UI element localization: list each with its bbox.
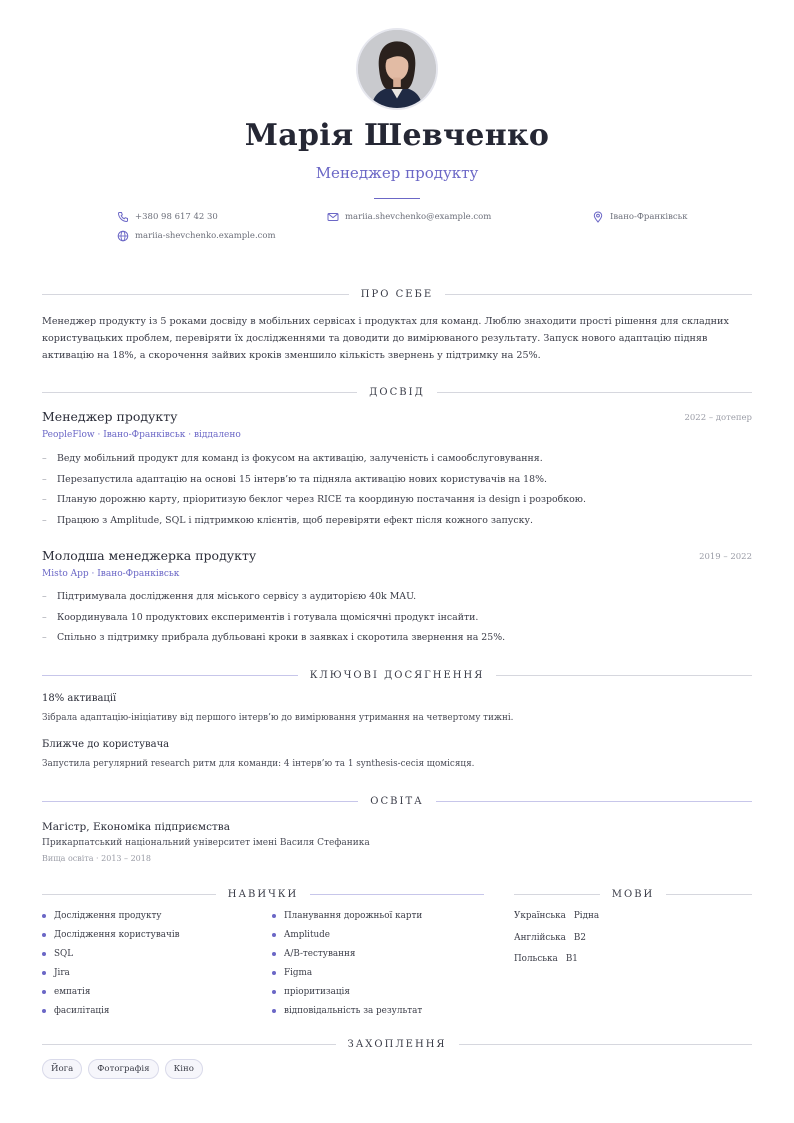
list-item: – Перезапустила адаптацію на основі 15 інтерв’ю та підняла активацію нових користувачів на 18%. [42,473,752,494]
achievement-text: Зібрала адаптацію-ініціативу від першого інтерв’ю до вимірювання утримання на четвертому тижні. [42,713,514,723]
language-level: Рідна [573,911,600,921]
education-school: Прикарпатський національний університет імені Василя Стефаника [42,838,370,848]
language-level: B1 [565,954,578,964]
language-name: Польська [514,954,558,964]
language-name: Українська [514,911,566,921]
language-item [514,953,599,975]
skill-item: Jira [42,967,180,986]
section-title: НАВИЧКИ [227,888,299,900]
website-text: mariia-shevchenko.example.com [135,231,276,241]
mail-icon [327,211,339,223]
job-dates: 2022 – дотепер [684,413,752,423]
job-title: Молодша менеджерка продукту [42,548,257,563]
portrait-image [358,30,436,108]
hobby-chip: Йога [42,1059,82,1079]
hobby-chip: Фотографія [88,1059,158,1079]
list-item: – Координувала 10 продуктових експериментів і готувала щомісячні продукт інсайти. [42,611,752,632]
hobby-chip: Кіно [165,1059,203,1079]
list-item: – Планую дорожню карту, пріоритизую беклог через RICE та координую постачання із design і розробкою. [42,493,752,514]
location-icon [592,211,604,223]
list-item: – Працюю з Amplitude, SQL і підтримкою клієнтів, щоб перевіряти ефект після кожного запуску. [42,514,752,535]
email-text: mariia.shevchenko@example.com [345,212,492,222]
language-item [514,932,599,954]
skill-item: пріоритизація [272,986,422,1005]
section-header-achievements [42,669,752,681]
role-divider [374,198,420,199]
language-level: B2 [573,932,586,943]
skill-item: Дослідження продукту [42,910,180,929]
list-item: – Спільно з підтримку прибрала дубльовані кроки в заявках і скоротила звернення на 25%. [42,631,752,652]
language-name: Англійська [514,932,566,943]
skill-item: A/B-тестування [272,948,422,967]
section-title: ЗАХОПЛЕННЯ [347,1038,447,1050]
job-role: Менеджер продукту [315,164,479,182]
job-dates: 2019 – 2022 [699,552,752,562]
location-text: Івано-Франківськ [610,212,688,222]
achievement-text: Запустила регулярний research ритм для команди: 4 інтерв’ю та 1 synthesis-сесія щомісяця. [42,759,475,769]
section-title: ОСВІТА [370,795,424,807]
skill-item: Amplitude [272,929,422,948]
section-title: КЛЮЧОВІ ДОСЯГНЕННЯ [309,669,485,681]
job-title: Менеджер продукту [42,409,178,424]
skill-item: відповідальність за результат [272,1005,422,1024]
language-item [514,910,599,932]
skill-item: Планування дорожньої карти [272,910,422,929]
section-title: ДОСВІД [369,386,425,398]
section-header-hobbies [42,1038,752,1050]
phone-text: +380 98 617 42 30 [135,212,218,222]
section-header-skills [42,888,484,900]
section-header-experience [42,386,752,398]
list-item: – Підтримувала дослідження для міського сервісу з аудиторією 40k MAU. [42,590,752,611]
list-item: – Веду мобільний продукт для команд із фокусом на активацію, залученість і самообслуговування. [42,452,752,473]
education-meta: Вища освіта · 2013 – 2018 [42,854,151,863]
education-degree: Магістр, Економіка підприємства [42,821,230,833]
person-name: Марія Шевченко [244,118,550,153]
achievement-title: 18% активації [42,693,117,704]
contact-location [592,211,688,223]
skill-item: емпатія [42,986,180,1005]
avatar [356,28,438,110]
skill-item: фасилітація [42,1005,180,1024]
section-header-about [42,288,752,300]
skills-list [42,910,180,1025]
contact-phone[interactable] [117,211,218,223]
job-bullets [42,590,752,652]
section-title: ПРО СЕБЕ [360,288,434,300]
section-header-education [42,795,752,807]
languages-list [514,910,599,975]
contact-email[interactable] [327,211,491,223]
skill-item: Figma [272,967,422,986]
contact-website[interactable] [117,230,276,242]
section-title: МОВИ [611,888,655,900]
skills-list [272,910,422,1025]
job-company: PeopleFlow · Івано-Франківськ · віддалено [42,430,241,440]
hobbies-list [42,1059,203,1079]
summary-text: Менеджер продукту із 5 роками досвіду в мобільних сервісах і продуктах для команд. Люблю знаходити прості рішення для складних користувацьких проблем, перевіряти їх дослідженнями та доводити до вимірюваного результату. Запуск нового адаптацію підняв активацію на 18%, а скорочення зайвих кроків зменшило кількість звернень у підтримку на 25%. [42,316,729,361]
job-company: Misto App · Івано-Франківськ [42,569,180,579]
skill-item: Дослідження користувачів [42,929,180,948]
job-bullets [42,452,752,534]
globe-icon [117,230,129,242]
resume-page [42,0,752,1123]
section-header-languages [514,888,752,900]
phone-icon [117,211,129,223]
achievement-title: Ближче до користувача [42,739,170,750]
skill-item: SQL [42,948,180,967]
